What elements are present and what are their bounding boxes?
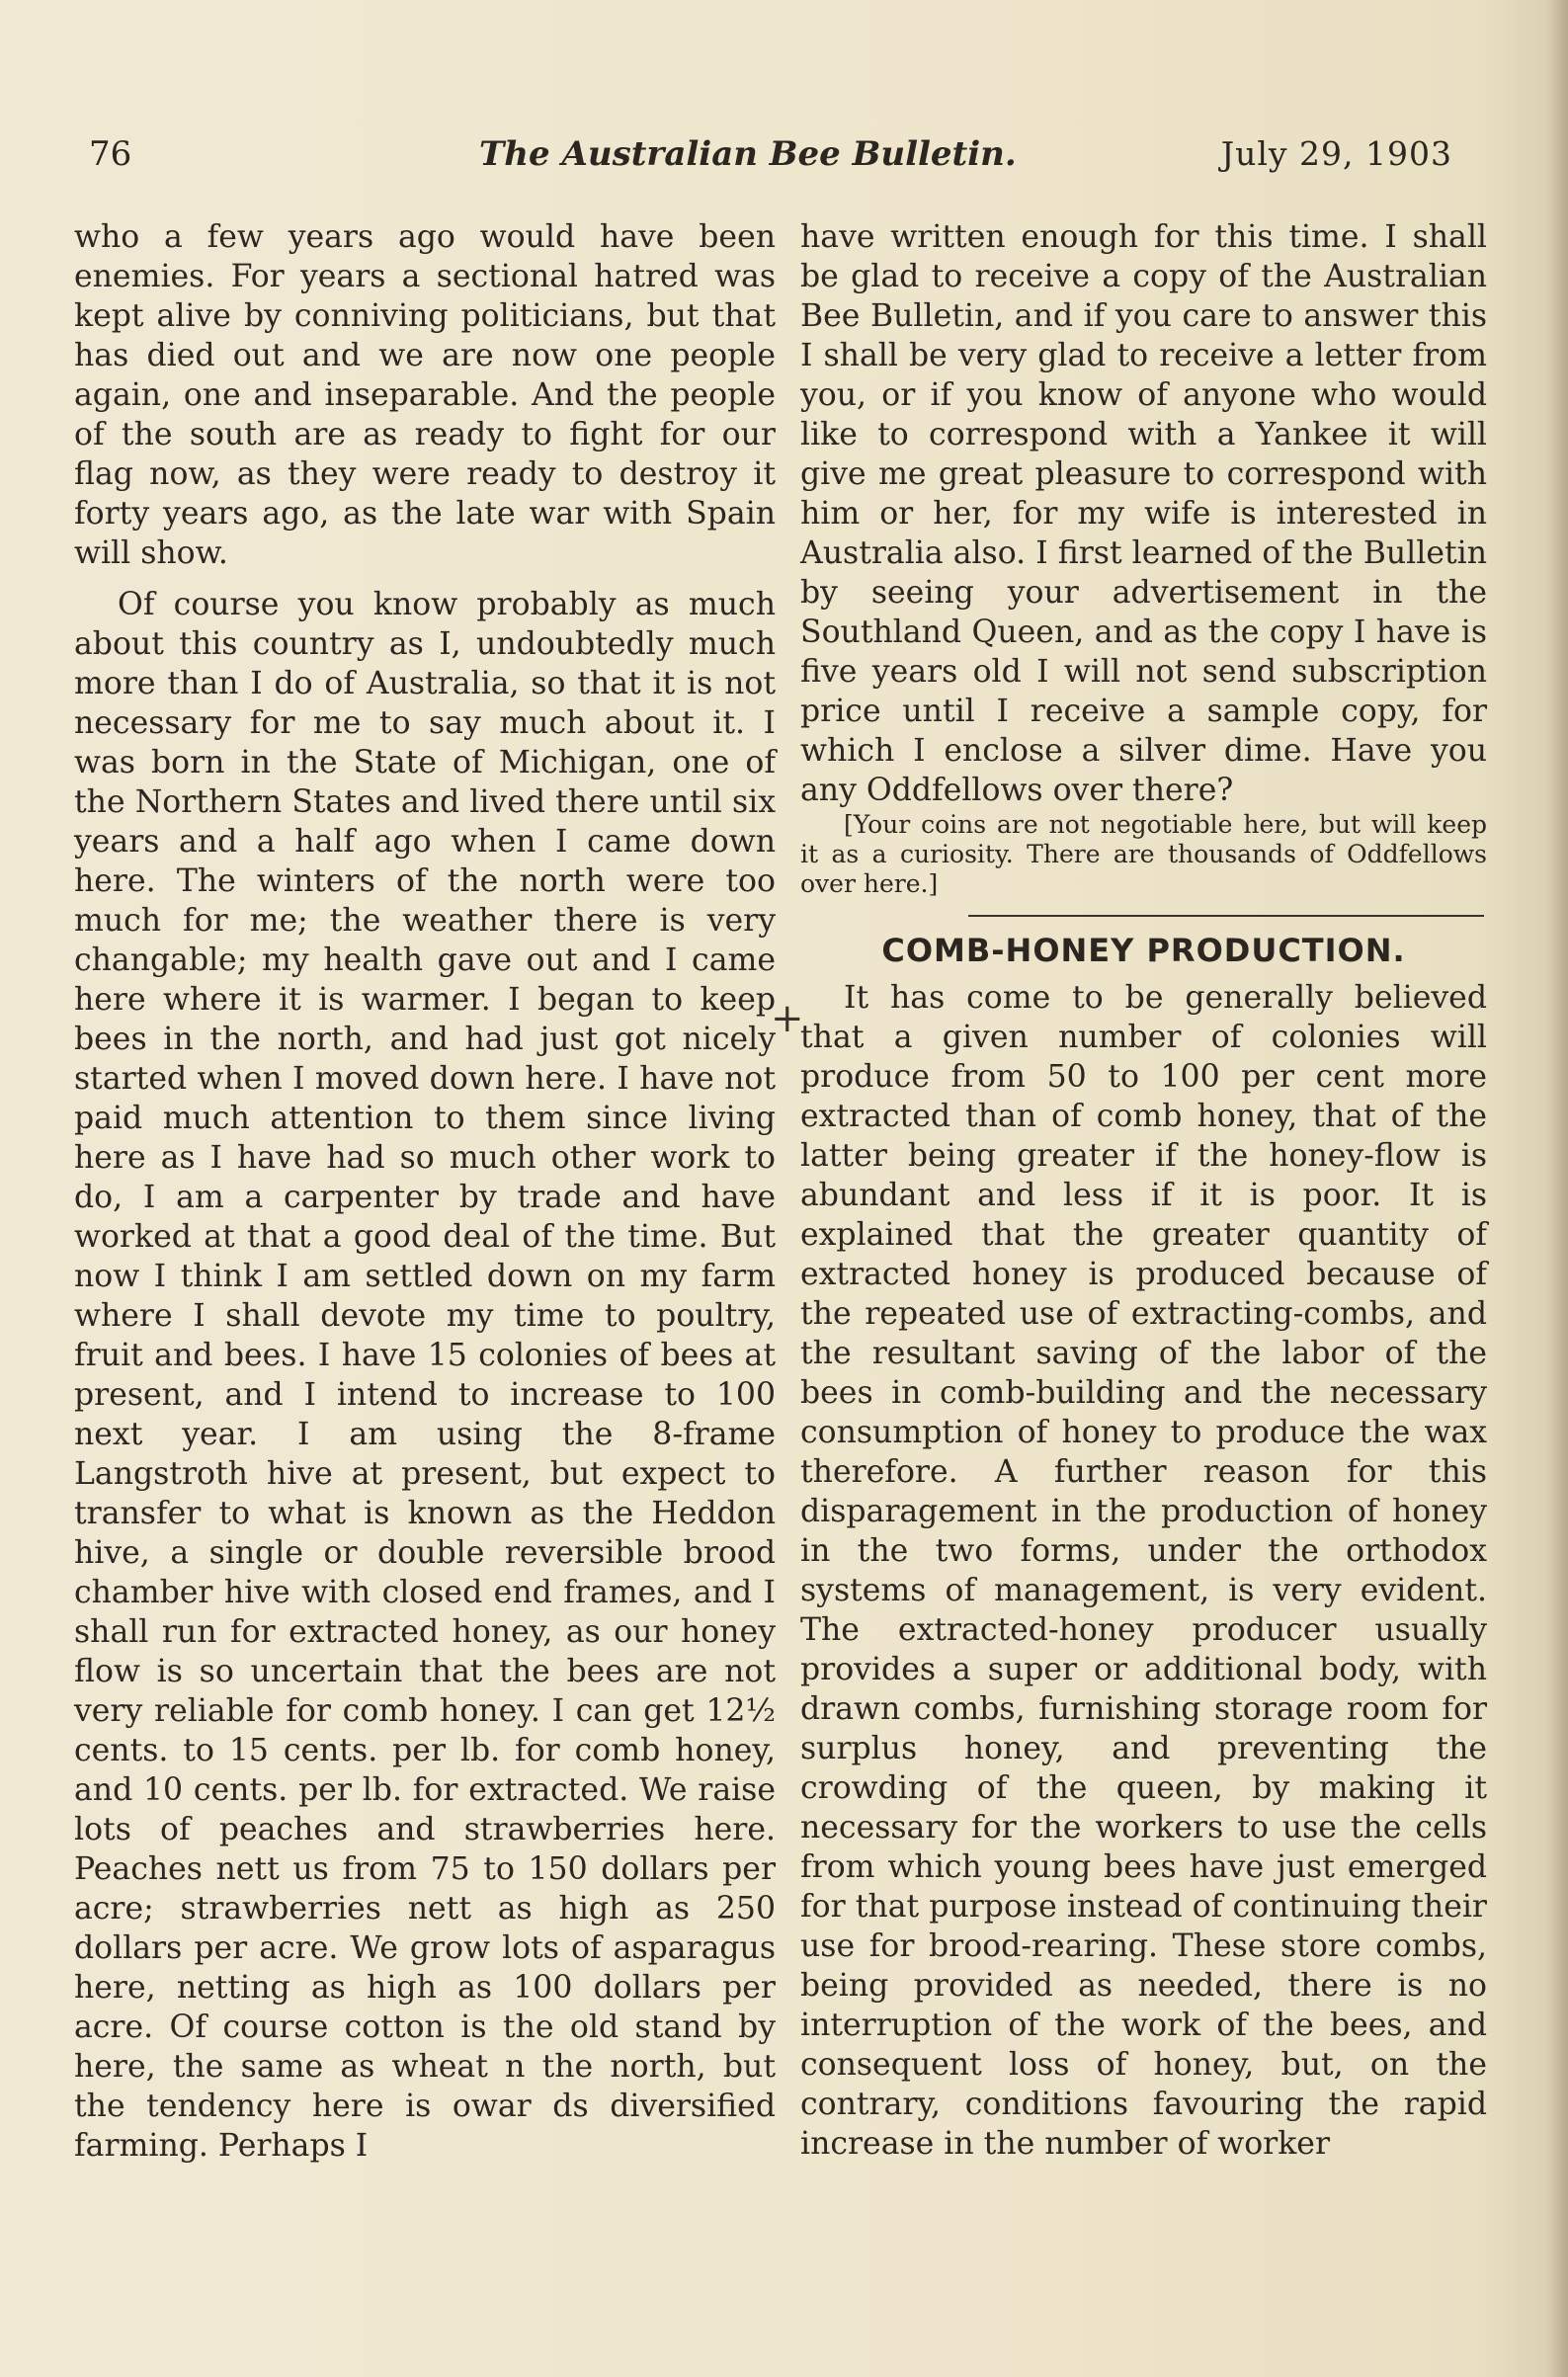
publication-title: The Australian Bee Bulletin. <box>479 134 1017 174</box>
editor-note: [Your coins are not negotiable here, but will keep it as a curiosity. There are thousands of Oddfellows over here.] <box>800 810 1487 898</box>
page-header <box>89 134 1452 184</box>
page-number: 76 <box>89 134 132 174</box>
left-paragraph-2: Of course you know probably as much about this country as I, undoubtedly much more than I do of Australia, so that it is not necessary for me to say much about it. I was born in the State of Michigan, one of the Northern States and lived there until six years and a half ago when I came down here. The winters of the north were too much for me; the weather there is very changable; my health gave out and I came here where it is warmer. I began to keep bees in the north, and had just got nicely started when I moved down here. I have not paid much attention to them since living here as I have had so much other work to do, I am a carpenter by trade and have worked at that a good deal of the time. But now I think I am settled down on my farm where I shall devote my time to poultry, fruit and bees. I have 15 colonies of bees at present, and I intend to increase to 100 next year. I am using the 8-frame Langstroth hive at present, but expect to transfer to what is known as the Heddon hive, a single or double reversible brood chamber hive with closed end frames, and I shall run for extracted honey, as our honey flow is so uncertain that the bees are not very reliable for comb honey. I can get 12½ cents. to 15 cents. per lb. for comb honey, and 10 cents. per lb. for extracted. We raise lots of peaches and strawberries here. Peaches nett us from 75 to 150 dollars per acre; strawberries nett as high as 250 dollars per acre. We grow lots of asparagus here, netting as high as 100 dollars per acre. Of course cotton is the old stand by here, the same as wheat n the north, but the tendency here is owar ds diversified farming. Perhaps I <box>74 587 776 2164</box>
article-body: It has come to be generally believed that a given number of colonies will produce from 50 to 100 per cent more extracted than of comb honey, that of the latter being greater if the honey-flow is abundant and less if it is poor. It is explained that the greater quantity of extracted honey is produced because of the repeated use of extracting-combs, and the resultant saving of the labor of the bees in comb-building and the necessary consumption of honey to produce the wax therefore. A further reason for this disparagement in the production of honey in the two forms, under the orthodox systems of management, is very evident. The extracted-honey producer usually provides a super or additional body, with drawn combs, furnishing storage room for surplus honey, and preventing the crowding of the queen, by making it necessary for the workers to use the cells from which young bees have just emerged for that purpose instead of continuing their use for brood-rearing. These store combs, being provided as needed, there is no interruption of the work of the bees, and consequent loss of honey, but, on the contrary, conditions favouring the rapid increase in the number of worker <box>800 980 1487 2162</box>
article-heading: COMB-HONEY PRODUCTION. <box>881 932 1406 969</box>
letter-conclusion: have written enough for this time. I shall be glad to receive a copy of the Australian Bee Bulletin, and if you care to answer this I shall be very glad to receive a letter from you, or if you know of anyone who would like to correspond with a Yankee it will give me great pleasure to correspond with him or her, for my wife is interested in Australia also. I first learned of the Bulletin by seeing your advertisement in the Southland Queen, and as the copy I have is five years old I will not send subscription price until I receive a sample copy, for which I enclose a silver dime. Have you any Oddfellows over there? <box>800 219 1487 808</box>
margin-cross-mark: + <box>771 996 804 1041</box>
section-divider <box>968 915 1484 917</box>
left-paragraph-1: who a few years ago would have been enemies. For years a sectional hatred was kept alive by conniving politicians, but that has died out and we are now one people again, one and inseparable. And the people of the south are as ready to fight for our flag now, as they were ready to destroy it forty years ago, as the late war with Spain will show. <box>74 219 776 571</box>
page-edge-shadow <box>1546 0 1568 2377</box>
right-column <box>800 217 1487 2164</box>
issue-date: July 29, 1903 <box>1220 134 1452 173</box>
left-column <box>74 217 776 2166</box>
